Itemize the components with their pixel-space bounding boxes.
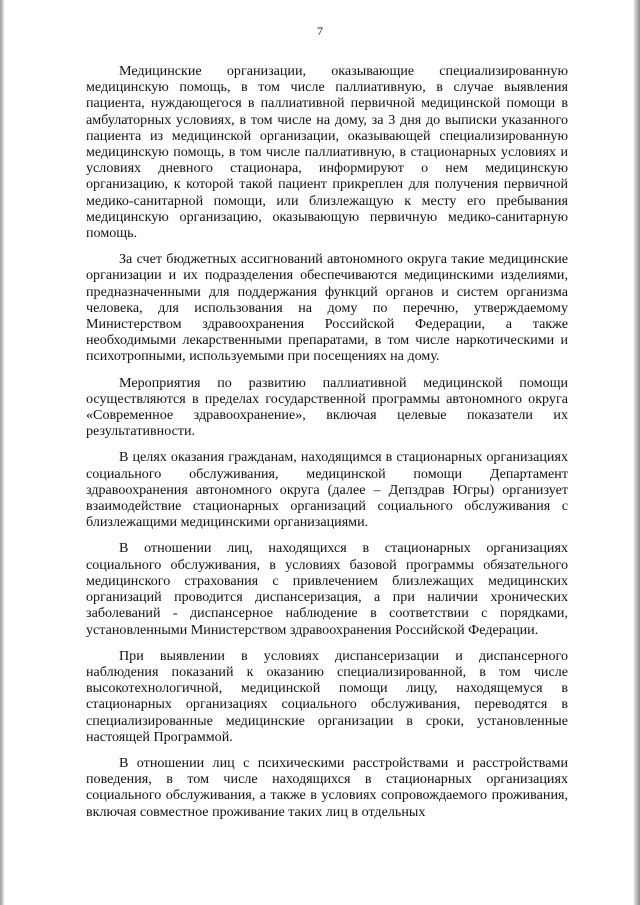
paragraph-2: За счет бюджетных ассигнований автономного округа такие медицинские организации и их подразделения обеспечиваются медицинскими изделиями, предназначенными для поддержания функций органов и систем организма человека, для использования на дому по перечню, утверждаемому Министерством здравоохранения Российской Федерации, а также необходимыми лекарственными препаратами, в том числе наркотическими и психотропными, используемыми при посещениях на дому. — [86, 251, 568, 365]
paragraph-7: В отношении лиц с психическими расстройствами и расстройствами поведения, в том числе находящихся в стационарных организациях социального обслуживания, а также в условиях сопровождаемого проживания, включая совместное проживание таких лиц в отдельных — [86, 754, 568, 820]
page-number: 7 — [317, 24, 323, 38]
paragraph-3: Мероприятия по развитию паллиативной медицинской помощи осуществляются в пределах государственной программы автономного округа «Современное здравоохранение», включая целевые показатели их результативности. — [86, 374, 568, 440]
document-body — [86, 63, 568, 820]
scan-edge-right — [634, 0, 640, 905]
paragraph-4: В целях оказания гражданам, находящимся в стационарных организациях социального обслуживания, медицинской помощи Департамент здравоохранения автономного округа (далее – Депздрав Югры) организует взаимодействие стационарных организаций социального обслуживания с близлежащими медицинскими организациями. — [86, 449, 568, 531]
paragraph-1: Медицинские организации, оказывающие специализированную медицинскую помощь, в том числе паллиативную, в случае выявления пациента, нуждающегося в паллиативной первичной медицинской помощи в амбулаторных условиях, в том числе на дому, за 3 дня до выписки указанного пациента из медицинской организации, оказывающей специализированную медицинскую помощь, в том числе паллиативную, в стационарных условиях и условиях дневного стационара, информируют о нем медицинскую организацию, к которой такой пациент прикреплен для получения первичной медико-санитарной помощи, или близлежащую к месту его пребывания медицинскую организацию, оказывающую первичную медико-санитарную помощь. — [86, 63, 568, 242]
paragraph-6: При выявлении в условиях диспансеризации и диспансерного наблюдения показаний к оказанию специализированной, в том числе высокотехнологичной, медицинской помощи лицу, находящемуся в стационарных организациях социального обслуживания, переводятся в специализированные медицинские организации в сроки, установленные настоящей Программой. — [86, 647, 568, 745]
scan-edge-left — [0, 0, 4, 905]
paragraph-5: В отношении лиц, находящихся в стационарных организациях социального обслуживания, в условиях базовой программы обязательного медицинского страхования с привлечением близлежащих медицинских организаций проводится диспансеризация, а при наличии хронических заболеваний - диспансерное наблюдение в соответствии с порядками, установленными Министерством здравоохранения Российской Федерации. — [86, 540, 568, 638]
